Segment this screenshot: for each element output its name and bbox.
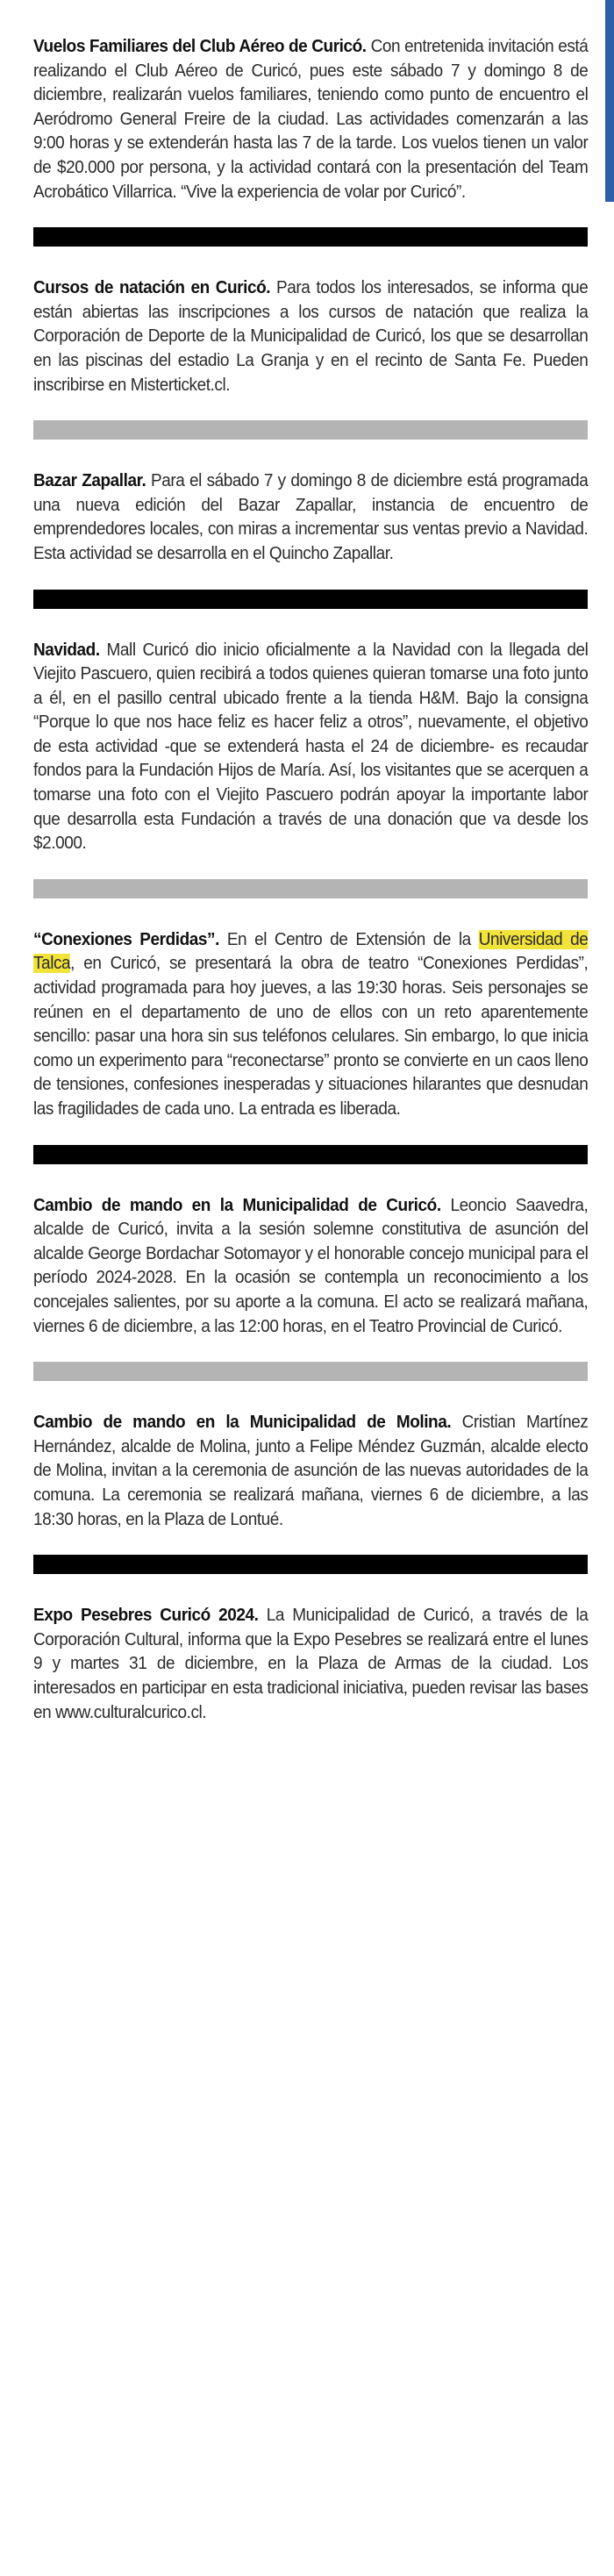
article-vuelos-familiares xyxy=(33,35,588,204)
article-title: Cursos de natación en Curicó. xyxy=(33,278,271,298)
article-title: Vuelos Familiares del Club Aéreo de Curicó. xyxy=(33,37,367,56)
article-text xyxy=(33,35,588,204)
article-text xyxy=(33,469,588,566)
article-body: Mall Curicó dio inicio oficialmente a la Navidad con la llegada del Viejito Pascuero, quien recibirá a todos quienes quieran tomarse una foto junto a él, en el pasillo central ubicado frente a la tienda H&M. Bajo la consigna “Porque lo que nos hace feliz es hacer feliz a otros”, nuevamente, el objetivo de esta actividad -que se extenderá hasta el 24 de diciembre- es recaudar fondos para la Fundación Hijos de María. Así, los visitantes que se acerquen a tomarse una foto con el Viejito Pascuero podrán apoyar la importante labor que desarrolla esta Fundación a través de una donación que va desde los $2.000. xyxy=(33,640,589,854)
article-body-pre: En el Centro de Extensión de la xyxy=(226,929,479,949)
article-text xyxy=(33,1194,588,1340)
article-title: Cambio de mando en la Municipalidad de Molina. xyxy=(33,1413,452,1433)
news-column xyxy=(33,35,588,1725)
separator-bar xyxy=(33,879,588,898)
article-text xyxy=(33,276,588,397)
article-title: Expo Pesebres Curicó 2024. xyxy=(33,1606,259,1626)
article-body: Para todos los interesados, se informa que están abiertas las inscripciones a los cursos de natación que realiza la Corporación de Deporte de la Municipalidad de Curicó, los que se desarrollan en las piscinas del estadio La Granja y en el recinto de Santa Fe. Pueden inscribirse en Misterticket.cl. xyxy=(33,278,589,395)
article-expo-pesebres xyxy=(33,1604,588,1725)
article-cursos-natacion xyxy=(33,276,588,397)
article-body: , en Curicó, se presentará la obra de teatro “Conexiones Perdidas”, actividad programada para hoy jueves, a las 19:30 horas. Seis personajes se reúnen en el departamento de uno de ellos con un reto aparentemente sencillo: pasar una hora sin sus teléfonos celulares. Sin embargo, lo que inicia como un experimento para “reconectarse” pronto se convierte en un caos lleno de tensiones, confesiones inesperadas y situaciones hilarantes que desnudan las fragilidades de cada uno. La entrada es liberada. xyxy=(33,954,589,1119)
article-text xyxy=(33,1411,588,1532)
separator-bar xyxy=(33,590,588,609)
article-title: Cambio de mando en la Municipalidad de Curicó. xyxy=(33,1195,441,1215)
highlighted-text: Universidad de Talca xyxy=(33,929,589,974)
article-body: Para el sábado 7 y domingo 8 de diciembre está programada una nueva edición del Bazar Zapallar, instancia de encuentro de emprendedores locales, con miras a incrementar sus ventas previo a Navidad. Esta actividad se desarrolla en el Quincho Zapallar. xyxy=(33,471,589,563)
article-body: Cristian Martínez Hernández, alcalde de Molina, junto a Felipe Méndez Guzmán, alcalde electo de Molina, invitan a la ceremonia de asunción de las nuevas autoridades de la comuna. La ceremonia se realizará mañana, viernes 6 de diciembre, a las 18:30 horas, en la Plaza de Lontué. xyxy=(33,1413,589,1529)
article-body: Leoncio Saavedra, alcalde de Curicó, invita a la sesión solemne constitutiva de asunción del alcalde George Bordachar Sotomayor y el honorable concejo municipal para el período 2024-2028. En la ocasión se contempla un reconocimiento a los concejales salientes, por su aporte a la comuna. El acto se realizará mañana, viernes 6 de diciembre, a las 12:00 horas, en el Teatro Provincial de Curicó. xyxy=(33,1195,589,1336)
separator-bar xyxy=(33,227,588,247)
page-edge-strip xyxy=(605,0,614,202)
article-conexiones-perdidas xyxy=(33,928,588,1122)
separator-bar xyxy=(33,1145,588,1164)
article-navidad xyxy=(33,639,588,856)
article-bazar-zapallar xyxy=(33,469,588,566)
article-text xyxy=(33,639,588,856)
separator-bar xyxy=(33,420,588,440)
article-cambio-mando-curico xyxy=(33,1194,588,1340)
article-body: La Municipalidad de Curicó, a través de la Corporación Cultural, informa que la Expo Pesebres se realizará entre el lunes 9 y martes 31 de diciembre, en la Plaza de Armas de la ciudad. Los interesados en participar en esta tradicional iniciativa, pueden revisar las bases en www.culturalcurico.cl. xyxy=(33,1606,589,1722)
separator-bar xyxy=(33,1362,588,1381)
article-title: Navidad. xyxy=(33,640,100,660)
separator-bar xyxy=(33,1555,588,1574)
article-title: Bazar Zapallar. xyxy=(33,471,146,491)
article-text xyxy=(33,1604,588,1725)
article-text xyxy=(33,928,588,1122)
article-body: Con entretenida invitación está realizando el Club Aéreo de Curicó, pues este sábado 7 y domingo 8 de diciembre, realizarán vuelos familiares, teniendo como punto de encuentro el Aeródromo General Freire de la ciudad. Las actividades comenzarán a las 9:00 horas y se extenderán hasta las 7 de la tarde. Los vuelos tienen un valor de $20.000 por persona, y la actividad contará con la presentación del Team Acrobático Villarrica. “Vive la experiencia de volar por Curicó”. xyxy=(33,37,589,202)
article-title: “Conexiones Perdidas”. xyxy=(33,929,219,949)
article-cambio-mando-molina xyxy=(33,1411,588,1532)
